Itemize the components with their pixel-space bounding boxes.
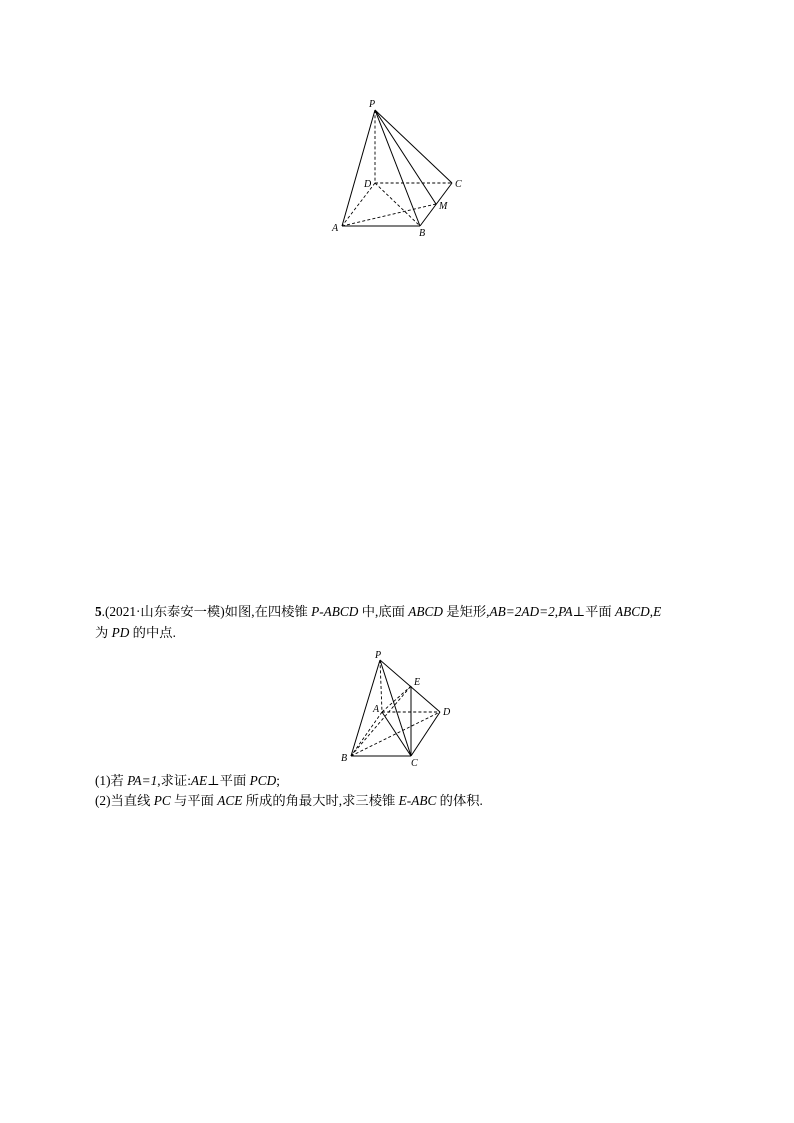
text: ⊥平面 bbox=[207, 773, 250, 788]
math-plane: PCD bbox=[249, 773, 277, 788]
edge-PA bbox=[380, 660, 382, 712]
label-B: B bbox=[419, 228, 426, 239]
text: (1)若 bbox=[95, 773, 128, 788]
edge-AE bbox=[382, 686, 411, 712]
text: 所成的角最大时,求三棱锥 bbox=[242, 793, 399, 808]
figure-2-edges bbox=[351, 660, 440, 756]
math-PD: PD bbox=[111, 625, 130, 640]
problem-number: 5 bbox=[95, 604, 102, 619]
text: 中,底面 bbox=[358, 604, 409, 619]
edge-CD bbox=[411, 712, 440, 756]
edge-BD bbox=[351, 712, 440, 756]
label-E: E bbox=[414, 677, 421, 688]
question-1 bbox=[95, 771, 280, 790]
text: , bbox=[649, 604, 654, 619]
label-P: P bbox=[375, 650, 382, 661]
math-AE: AE bbox=[190, 773, 208, 788]
label-M: M bbox=[439, 201, 448, 212]
edge-PD bbox=[380, 660, 440, 712]
label-P: P bbox=[369, 99, 376, 110]
text: ⊥平面 bbox=[572, 604, 616, 619]
edge-PC bbox=[380, 660, 411, 756]
label-B: B bbox=[341, 753, 348, 764]
label-D: D bbox=[364, 179, 372, 190]
text: 与平面 bbox=[170, 793, 218, 808]
label-D: D bbox=[443, 707, 451, 718]
math-PA: PA bbox=[558, 604, 573, 619]
math-plane: ACE bbox=[217, 793, 243, 808]
text: ,求证: bbox=[157, 773, 191, 788]
math-plane: ABCD bbox=[615, 604, 650, 619]
edge-AC bbox=[382, 712, 411, 756]
math-base: ABCD bbox=[408, 604, 443, 619]
text: 的中点. bbox=[129, 625, 176, 640]
math-pyramid: P-ABCD bbox=[311, 604, 359, 619]
label-C: C bbox=[411, 758, 418, 769]
text: ; bbox=[276, 773, 280, 788]
text: 为 bbox=[95, 625, 112, 640]
text: 的体积. bbox=[436, 793, 483, 808]
text: , bbox=[554, 604, 559, 619]
text: 是矩形, bbox=[442, 604, 490, 619]
label-C: C bbox=[455, 179, 462, 190]
math-E: E bbox=[653, 604, 662, 619]
source: .(2021·山东泰安一模) bbox=[101, 604, 225, 619]
math-pyramid: E-ABC bbox=[398, 793, 437, 808]
label-A: A bbox=[332, 223, 339, 234]
math-equation: AB=2AD=2 bbox=[489, 604, 555, 619]
question-2 bbox=[95, 791, 483, 810]
label-A: A bbox=[373, 704, 380, 715]
edge-AB bbox=[351, 712, 382, 756]
text: 如图,在四棱锥 bbox=[224, 604, 312, 619]
text: (2)当直线 bbox=[95, 793, 154, 808]
math-condition: PA=1 bbox=[127, 773, 158, 788]
math-PC: PC bbox=[153, 793, 171, 808]
